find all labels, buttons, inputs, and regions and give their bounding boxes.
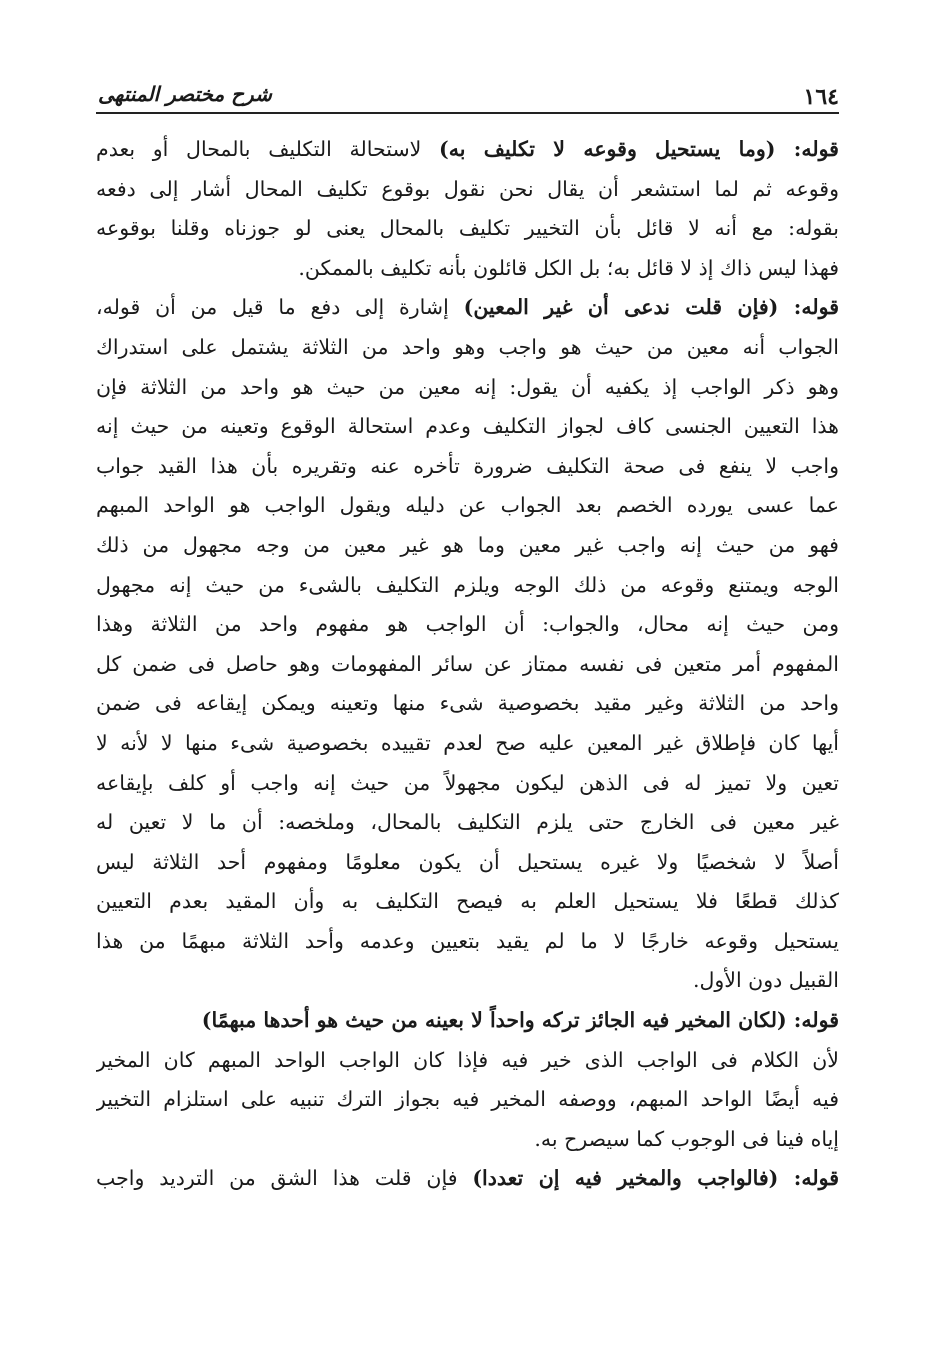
- text-line: [96, 961, 839, 1001]
- quoted-matn: (لكان المخير فيه الجائز تركه واحداً لا بعينه من حيث هو أحدها مبهمًا): [201, 1008, 787, 1033]
- text-line: [96, 1080, 839, 1120]
- line-text: لأن الكلام فى الواجب الذى خير فيه فإذا كان الواجب الواحد المبهم كان المخير: [96, 1047, 839, 1072]
- text-line: [96, 645, 839, 685]
- text-line: [96, 328, 839, 368]
- text-line: [96, 566, 839, 606]
- cue-word: قوله:: [775, 137, 839, 161]
- text-line: [96, 724, 839, 764]
- line-text: هذا التعيين الجنسى كاف لجواز التكليف وعدم استحالة الوقوع وتعينه من حيث إنه: [96, 414, 839, 439]
- line-text: فإن قلت هذا الشق من الترديد واجب: [96, 1166, 473, 1191]
- text-line: [96, 130, 839, 170]
- text-line: [96, 1001, 839, 1041]
- text-line: [96, 526, 839, 566]
- body-text: [96, 130, 839, 1199]
- cue-word: قوله:: [778, 1166, 839, 1191]
- line-text: كذلك قطعًا فلا يستحيل العلم به فيصح التكليف به وأن المقيد بعدم التعيين: [96, 889, 839, 914]
- quoted-matn: (فالواجب والمخير فيه إن تعددا): [472, 1166, 779, 1191]
- text-line: [96, 764, 839, 804]
- text-line: [96, 170, 839, 210]
- line-text: واجب لا ينفع فى صحة التكليف ضرورة تأخره عنه وتقريره بأن هذا القيد جواب: [96, 453, 839, 478]
- line-text: فهو من حيث إنه واجب غير معين وما هو غير معين من وجه مجهول من ذلك: [96, 532, 839, 557]
- text-line: [96, 407, 839, 447]
- text-line: [96, 1120, 839, 1160]
- line-text: تعين ولا تميز له فى الذهن ليكون مجهولاً من حيث إنه واجب أو كلف بإيقاعه: [96, 770, 839, 795]
- line-text: فيه أيضًا الواحد المبهم، ووصفه المخير فيه بجواز الترك تنبيه على استلزام التخيير: [96, 1087, 839, 1112]
- line-text: وهو ذكر الواجب إذ يكفيه أن يقول: إنه معين من حيث هو واحد من الثلاثة فإن: [96, 374, 839, 399]
- running-title: شرح مختصر المنتهى: [98, 82, 272, 106]
- line-text: الجواب أنه معين من حيث هو واجب وهو واحد من الثلاثة يشتمل على استدراك: [96, 334, 839, 359]
- line-text: القبيل دون الأول.: [692, 968, 839, 993]
- line-text: إشارة إلى دفع ما قيل من أن قوله،: [96, 295, 464, 320]
- text-line: [96, 1159, 839, 1199]
- page-number: ١٦٤: [803, 84, 839, 110]
- quoted-matn: (وما يستحيل وقوعه لا تكليف به): [439, 137, 776, 161]
- text-line: [96, 447, 839, 487]
- text-line: [96, 249, 839, 289]
- text-line: [96, 368, 839, 408]
- line-text: الوجه ويمتنع وقوعه من ذلك الوجه ويلزم التكليف بالشىء من حيث إنه مجهول: [96, 572, 839, 597]
- line-text: بقوله: مع أنه لا قائل بأن التخيير تكليف بالمحال يعنى لو جوزناه وقلنا بوقوعه: [96, 216, 839, 241]
- line-text: عما عسى يورده الخصم بعد الجواب عن دليله ويقول الواجب هو الواحد المبهم: [96, 493, 839, 518]
- line-text: المفهوم أمر متعين فى نفسه ممتاز عن سائر المفهومات وهو حاصل فى ضمن كل: [96, 651, 839, 676]
- text-line: [96, 288, 839, 328]
- text-line: [96, 605, 839, 645]
- text-line: [96, 882, 839, 922]
- header-divider: [96, 112, 839, 114]
- text-line: [96, 684, 839, 724]
- cue-word: قوله:: [786, 1008, 839, 1033]
- text-line: [96, 1041, 839, 1081]
- line-text: يستحيل وقوعه خارجًا لا ما لم يقيد بتعيين وعدمه وأحد الثلاثة مبهمًا من هذا: [96, 928, 839, 953]
- line-text: فهذا ليس ذاك إذ لا قائل به؛ بل الكل قائلون بأنه تكليف بالممكن.: [298, 255, 839, 280]
- line-text: إياه فينا فى الوجوب كما سيصرح به.: [534, 1126, 839, 1151]
- line-text: لاستحالة التكليف بالمحال أو بعدم: [96, 137, 440, 161]
- text-line: [96, 803, 839, 843]
- text-line: [96, 843, 839, 883]
- page-header: [96, 78, 839, 114]
- cue-word: قوله:: [778, 295, 839, 320]
- line-text: أصلاً لا شخصيًا ولا غيره يستحيل أن يكون معلومًا ومفهوم أحد الثلاثة ليس: [96, 849, 839, 874]
- line-text: واحد من الثلاثة وغير مقيد بخصوصية شىء منها وتعينه ويمكن إيقاعه فى ضمن: [96, 691, 839, 716]
- text-line: [96, 922, 839, 962]
- line-text: أيها كان فإطلاق غير المعين عليه صح لعدم تقييده بخصوصية شىء منها لا لأنه لا: [96, 730, 839, 755]
- quoted-matn: (فإن قلت ندعى أن غير المعين): [463, 295, 779, 320]
- line-text: ومن حيث إنه محال، والجواب: أن الواجب هو مفهوم واحد من الثلاثة وهذا: [96, 612, 839, 637]
- line-text: وقوعه ثم لما استشعر أن يقال نحن نقول بوقوع تكليف المحال أشار إلى دفعه: [96, 176, 839, 201]
- line-text: غير معين فى الخارج حتى يلزم التكليف بالمحال، وملخصه: أن ما لا تعين له: [96, 810, 839, 835]
- text-line: [96, 486, 839, 526]
- text-line: [96, 209, 839, 249]
